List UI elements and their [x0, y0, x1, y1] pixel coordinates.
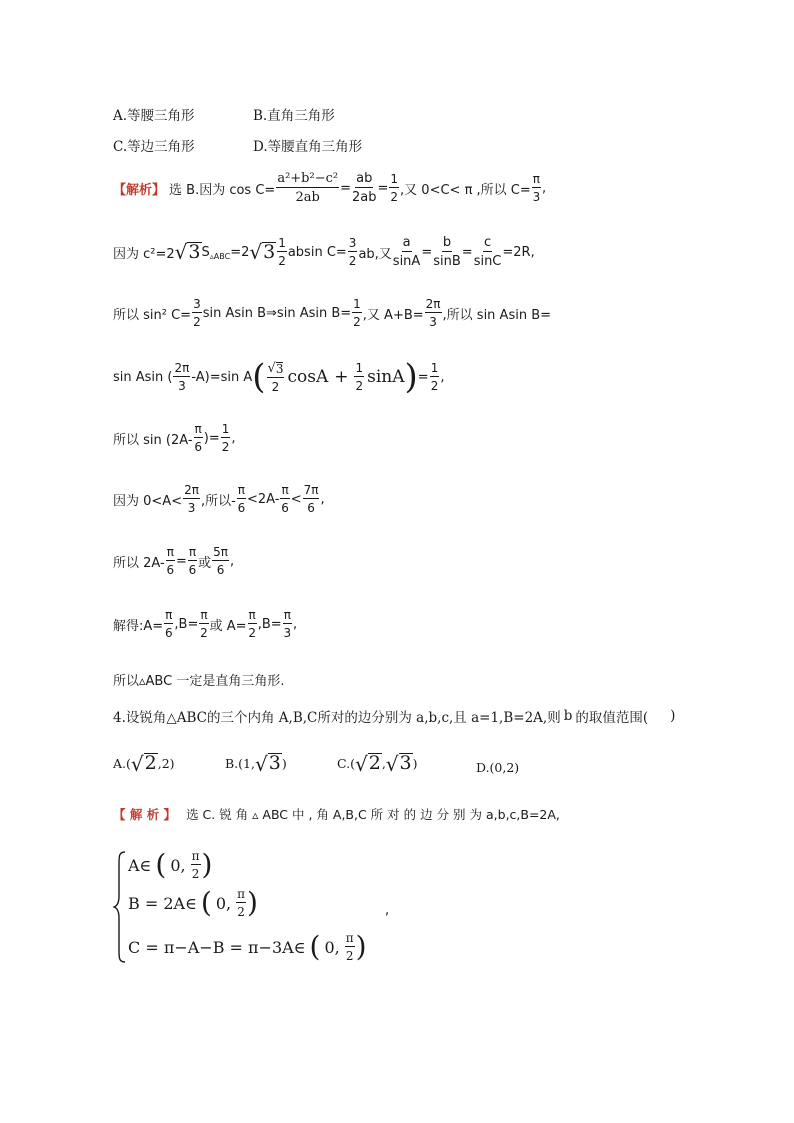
option-b: B.直角三角形 — [253, 108, 335, 124]
system-row-3: C = π−A−B = π−3A∈ ( 0, $\frac{\pi}{2}$ ) — [128, 930, 367, 963]
fraction: √ 3 2 — [267, 360, 284, 394]
system-trailing-comma: , — [385, 903, 390, 918]
fraction: $\frac{ab}{2ab}$ — [352, 171, 377, 205]
fraction: $\frac{3}{2}$ — [348, 236, 357, 268]
system-row-2: B = 2A∈ ( 0, $\frac{\pi}{2}$ ) — [128, 886, 258, 919]
fraction: $\frac{5\pi}{6}$ — [213, 545, 228, 577]
q4-option-d: D.(0,2) — [476, 760, 520, 775]
fraction: $\frac{3}{2}$ — [193, 297, 201, 329]
fraction: $\frac{2\pi}{3}$ — [174, 361, 190, 393]
fraction: $\frac{b}{\sin B}$ — [433, 235, 461, 269]
fraction: $\frac{a}{\sin A}$ — [392, 235, 421, 269]
solution-line-1: 【解析】 选 B.因为 cos C= $\frac{\text{a²+b²−c²}}{2ab}$ = $\frac{ab}{2ab}$ = $\frac{1}{2}$ ,又 0<C< π ,所以 C= $\frac{\pi}{3}$ , — [113, 171, 547, 205]
sqrt: √ 3 — [385, 751, 412, 776]
solution-line-3: 所以 sin² C= $\frac{3}{2}$ sin Asin B⇒sin Asin B= $\frac{1}{2}$ ,又 A+B= $\frac{2\pi}{3}$ ,所以 sin Asin B= — [113, 297, 552, 329]
fraction: $\frac{\pi}{2}$ — [191, 849, 200, 881]
option-d: D.等腰直角三角形 — [253, 139, 363, 155]
sqrt: √ 3 — [174, 240, 201, 265]
fraction: $\frac{1}{2}$ — [278, 236, 286, 268]
solution-line-2: 因为 c²=2 √ 3 S ▵ABC =2 √ 3 $\frac{1}{2}$ absin C= $\frac{3}{2}$ ab,又 $\frac{a}{\sin A}$ = $\frac{b}{\sin B}$ = $\frac{c}{\sin C}$ =2R, — [113, 235, 535, 269]
fraction: $\frac{\pi}{6}$ — [194, 422, 202, 454]
fraction: $\frac{1}{2}$ — [430, 361, 439, 393]
sqrt: √ 3 — [249, 240, 276, 265]
solution-line-6: 因为 0<A< $\frac{2\pi}{3}$ ,所以- $\frac{\pi}{6}$ <2A- $\frac{\pi}{6}$ < $\frac{7\pi}{6}$ , — [113, 483, 325, 515]
sqrt: √ 2 — [130, 751, 157, 776]
analysis-tag: 【 解 析 】 — [113, 807, 177, 822]
fraction: $\frac{2\pi}{3}$ — [184, 483, 199, 515]
analysis-tag: 【解析】 — [113, 182, 166, 198]
sqrt: √ 3 — [254, 751, 281, 776]
fraction: $\frac{\pi}{2}$ — [237, 887, 246, 919]
fraction: $\frac{1}{2}$ — [353, 297, 361, 329]
solution-line-5: 所以 sin (2A- $\frac{\pi}{6}$ )= $\frac{1}{2}$ , — [113, 422, 236, 454]
fraction: $\frac{\pi}{3}$ — [532, 172, 541, 204]
option-a: A.等腰三角形 — [113, 108, 195, 124]
fraction: $\frac{1}{2}$ — [355, 361, 364, 393]
fraction: $\frac{\pi}{6}$ — [237, 483, 246, 515]
sqrt: √ 2 — [354, 751, 381, 776]
fraction: $\frac{\pi}{2}$ — [200, 608, 208, 640]
fraction: $\frac{\pi}{6}$ — [281, 483, 289, 515]
fraction: $\frac{c}{\sin C}$ — [473, 235, 502, 269]
q4-solution-line: 【 解 析 】 选 C. 锐 角 ▵ ABC 中 , 角 A,B,C 所 对 的 边 分 别 为 a,b,c,B=2A, — [113, 807, 560, 822]
fraction: $\frac{\pi}{3}$ — [283, 608, 292, 640]
q4-option-a: A.( √ 2 ,2) — [113, 751, 175, 776]
fraction: $\frac{\pi}{6}$ — [164, 608, 173, 640]
solution-line-7: 所以 2A- $\frac{\pi}{6}$ = $\frac{\pi}{6}$ 或 $\frac{5\pi}{6}$ , — [113, 545, 235, 577]
q4-option-b: B.(1, √ 3 ) — [225, 751, 287, 776]
fraction: $\frac{\pi}{6}$ — [166, 545, 175, 577]
fraction: $\frac{\text{a²+b²−c²}}{2ab}$ — [277, 171, 339, 205]
question-4-stem: 4.设锐角△ABC的三个内角 A,B,C所对的边分别为 a,b,c,且 a=1,B=2A,则 b 的取值范围( ) — [113, 708, 676, 726]
fraction: $\frac{1}{2}$ — [390, 172, 399, 204]
fraction: $\frac{1}{2}$ — [221, 422, 230, 454]
system-brace — [113, 850, 127, 964]
solution-conclusion: 所以▵ABC 一定是直角三角形. — [113, 674, 285, 689]
solution-line-8: 解得:A= $\frac{\pi}{6}$ ,B= $\frac{\pi}{2}$ 或 A= $\frac{\pi}{2}$ ,B= $\frac{\pi}{3}$ , — [113, 608, 298, 640]
fraction: $\frac{\pi}{6}$ — [188, 545, 197, 577]
fraction: $\frac{7\pi}{6}$ — [303, 483, 319, 515]
fraction: $\frac{\pi}{2}$ — [248, 608, 256, 640]
solution-line-4: sin Asin ( $\frac{2\pi}{3}$ -A)=sin A ( √ 3 2 cosA + $\frac{1}{2}$ sinA ) = $\frac{1}{2}$ , — [113, 357, 445, 397]
fraction: $\frac{\pi}{2}$ — [345, 931, 354, 963]
option-c: C.等边三角形 — [113, 139, 195, 155]
q4-option-c: C.( √ 2 , √ 3 ) — [337, 751, 418, 776]
fraction: $\frac{2\pi}{3}$ — [425, 297, 441, 329]
system-row-1: A∈ ( 0, $\frac{\pi}{2}$ ) — [128, 848, 213, 881]
